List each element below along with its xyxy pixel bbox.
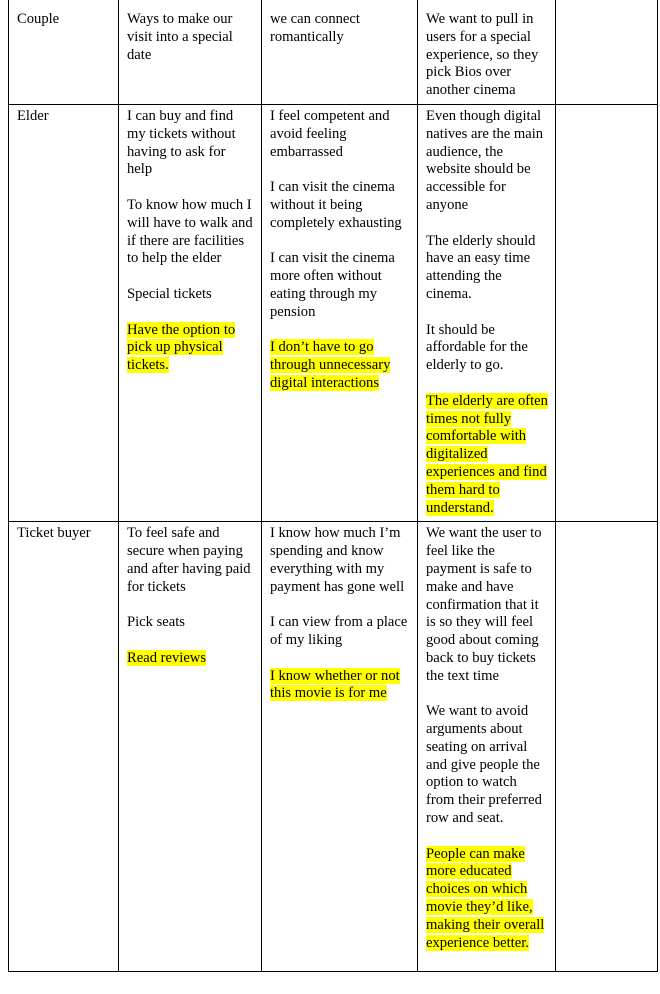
cell-text: To feel safe and secure when paying and after having paid for tickets: [127, 525, 251, 595]
cell-text: Ways to make our visit into a special date: [127, 11, 233, 63]
cell-text: I know how much I’m spending and know everything with my payment has gone well: [270, 525, 405, 595]
highlighted-paragraph: [127, 322, 254, 375]
cell-text: I don’t have to go through unnecessary digital interactions: [270, 339, 391, 391]
cell-paragraph: [426, 703, 548, 828]
cell-text: To know how much I will have to walk and if there are facilities to help the elder: [127, 196, 253, 267]
cell-text: Special tickets: [127, 285, 212, 302]
cell-text: The elderly should have an easy time attending the cinema.: [426, 232, 536, 302]
highlighted-paragraph: [127, 650, 254, 668]
cell-paragraph: [426, 108, 548, 215]
highlighted-paragraph: [426, 393, 548, 518]
cell-text: I feel competent and avoid feeling embarrassed: [270, 107, 390, 160]
cell-text: I know whether or not this movie is for me: [270, 667, 400, 702]
cell-text: I can buy and find my tickets without having to ask for help: [127, 107, 236, 178]
feelings-cell: [262, 104, 418, 521]
cell-paragraph: [426, 525, 548, 685]
cell-text: It should be affordable for the elderly to go.: [426, 321, 528, 374]
cell-paragraph: [426, 11, 548, 100]
cell-text: Have the option to pick up physical tickets.: [127, 321, 236, 374]
extra-cell: [556, 0, 658, 104]
feelings-cell: [262, 522, 418, 972]
cell-text: We want the user to feel like the payment is safe to make and have confirmation that it is so they will feel good about coming back to buy tickets the text time: [426, 525, 542, 684]
cell-paragraph: [270, 179, 410, 232]
business-goals-cell: [418, 522, 556, 972]
cell-paragraph: [426, 233, 548, 304]
table-row-couple: [9, 0, 658, 104]
cell-text: We want to pull in users for a special experience, so they pick Bios over another cinema: [426, 11, 539, 99]
cell-paragraph: [270, 11, 410, 47]
persona-table: [8, 0, 658, 972]
cell-text: Read reviews: [127, 649, 207, 666]
cell-text: Even though digital natives are the main audience, the website should be accessible for anyone: [426, 107, 544, 213]
persona-label: Ticket buyer: [17, 525, 91, 542]
cell-text: We want to avoid arguments about seating on arrival and give people the option to watch from their preferred row and seat.: [426, 703, 542, 827]
cell-paragraph: [127, 614, 254, 632]
table-row-ticket-buyer: [9, 522, 658, 972]
persona-cell: [9, 104, 119, 521]
cell-text: I can visit the cinema without it being completely exhausting: [270, 179, 402, 231]
cell-paragraph: [270, 525, 410, 596]
cell-paragraph: [127, 11, 254, 64]
business-goals-cell: [418, 0, 556, 104]
persona-cell: [9, 522, 119, 972]
cell-text: we can connect romantically: [270, 11, 360, 45]
needs-cell: [119, 522, 262, 972]
cell-paragraph: [127, 525, 254, 596]
business-goals-cell: [418, 104, 556, 521]
persona-cell: [9, 0, 119, 104]
cell-paragraph: [270, 250, 410, 321]
cell-paragraph: [127, 286, 254, 304]
extra-cell: [556, 104, 658, 521]
cell-text: I can view from a place of my liking: [270, 614, 408, 649]
persona-label: Couple: [17, 11, 60, 27]
feelings-cell: [262, 0, 418, 104]
cell-paragraph: [270, 614, 410, 650]
extra-cell: [556, 522, 658, 972]
cell-text: People can make more educated choices on which movie they’d like, making their overall experience better.: [426, 845, 545, 951]
highlighted-paragraph: [270, 668, 410, 704]
cell-paragraph: [426, 322, 548, 375]
needs-cell: [119, 104, 262, 521]
table-row-elder: [9, 104, 658, 521]
needs-cell: [119, 0, 262, 104]
highlighted-paragraph: [270, 339, 410, 392]
cell-text: The elderly are often times not fully comfortable with digitalized experiences and find them hard to understand.: [426, 392, 548, 516]
cell-paragraph: [127, 108, 254, 179]
cell-paragraph: [270, 108, 410, 161]
persona-label: Elder: [17, 107, 49, 124]
cell-paragraph: [127, 197, 254, 268]
cell-text: I can visit the cinema more often without eating through my pension: [270, 250, 395, 320]
highlighted-paragraph: [426, 846, 548, 953]
cell-text: Pick seats: [127, 614, 185, 631]
